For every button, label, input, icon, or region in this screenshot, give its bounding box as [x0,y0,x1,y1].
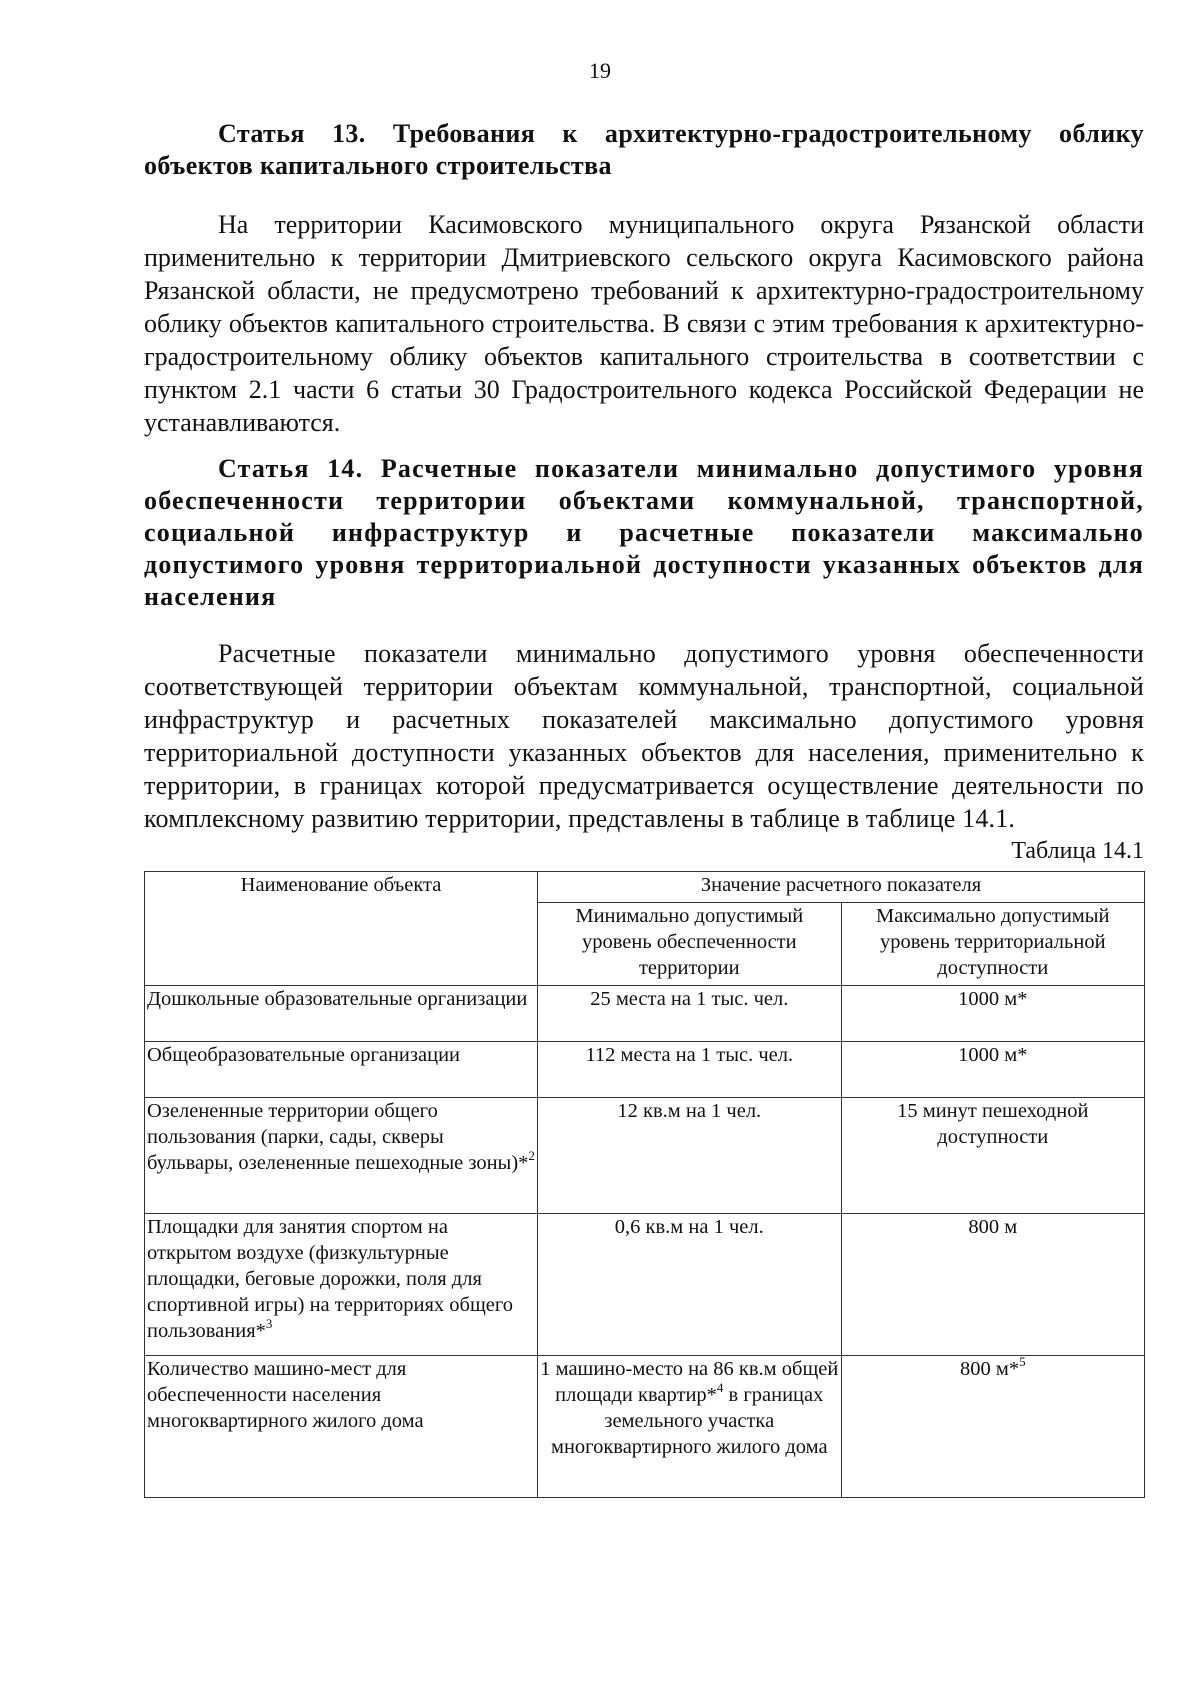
cell-object-name: Озелененные территории общего пользования (парки, сады, скверы бульвары, озелененные пешеходные зоны)*$^2$ [145,1098,538,1214]
cell-max-value: 15 минут пешеходной доступности [841,1098,1144,1214]
indicators-table [144,871,1145,1498]
header-max-accessibility: Максимально допустимый уровень территориальной доступности [841,903,1144,986]
footnote-ref: 2 [528,1148,535,1164]
cell-min-value: 1 машино-место на 86 кв.м общей площади квартир*$^4$ в границах земельного участка многоквартирного жилого дома [538,1356,842,1498]
table-row [145,1098,1145,1214]
cell-object-name: Площадки для занятия спортом на открытом воздухе (физкультурные площадки, беговые дорожки, поля для спортивной игры) на территориях общего пользования*$^3$ [145,1214,538,1356]
cell-min-value: 112 места на 1 тыс. чел. [538,1042,842,1098]
article-13-heading: Статья 13. Требования к архитектурно-градостроительному облику объектов капитального строительства [144,119,1144,180]
document-body [144,118,1144,1498]
header-min-level: Минимально допустимый уровень обеспеченности территории [538,903,842,986]
page-number: 19 [589,58,611,83]
table-caption: Таблица 14.1 [1011,838,1144,864]
cell-object-name: Общеобразовательные организации [145,1042,538,1098]
header-indicator-value: Значение расчетного показателя [538,872,1145,903]
table-header-row [145,872,1145,903]
cell-max-value: 800 м [841,1214,1144,1356]
table-row [145,1214,1145,1356]
table-row [145,1356,1145,1498]
table-row [145,986,1145,1042]
article-13-paragraph: На территории Касимовского муниципального округа Рязанской области применительно к территории Дмитриевского сельского округа Касимовского района Рязанской области, не предусмотрено требований к архитектурно-градостроительному облику объектов капитального строительства. В связи с этим требования к архитектурно-градостроительному облику объектов капитального строительства в соответствии с пунктом 2.1 части 6 статьи 30 Градостроительного кодекса Российской Федерации не устанавливаются. [144,210,1144,437]
header-object-name: Наименование объекта [145,872,538,986]
cell-max-value: 1000 м* [841,1042,1144,1098]
footnote-ref: 3 [265,1316,273,1332]
table-row [145,1042,1145,1098]
cell-max-value: 1000 м* [841,986,1144,1042]
footnote-ref: 4 [716,1380,724,1396]
article-14-paragraph: Расчетные показатели минимально допустимого уровня обеспеченности соответствующей территории объектам коммунальной, транспортной, социальной инфраструктур и расчетных показателей максимально допустимого уровня территориальной доступности указанных объектов для населения, применительно к территории, в границах которой предусматривается осуществление деятельности по комплексному развитию территории, представлены в таблице в таблице 14.1. [144,639,1144,833]
cell-max-value: 800 м*$^5$ [841,1356,1144,1498]
cell-object-name: Дошкольные образовательные организации [145,986,538,1042]
cell-min-value: 12 кв.м на 1 чел. [538,1098,842,1214]
article-14-heading: Статья 14. Расчетные показатели минимально допустимого уровня обеспеченности территории объектами коммунальной, транспортной, социальной инфраструктур и расчетные показатели максимально допустимого уровня территориальной доступности указанных объектов для населения [144,454,1144,611]
cell-min-value: 25 места на 1 тыс. чел. [538,986,842,1042]
footnote-ref: 5 [1019,1354,1026,1370]
cell-object-name: Количество машино-мест для обеспеченности населения многоквартирного жилого дома [145,1356,538,1498]
cell-min-value: 0,6 кв.м на 1 чел. [538,1214,842,1356]
